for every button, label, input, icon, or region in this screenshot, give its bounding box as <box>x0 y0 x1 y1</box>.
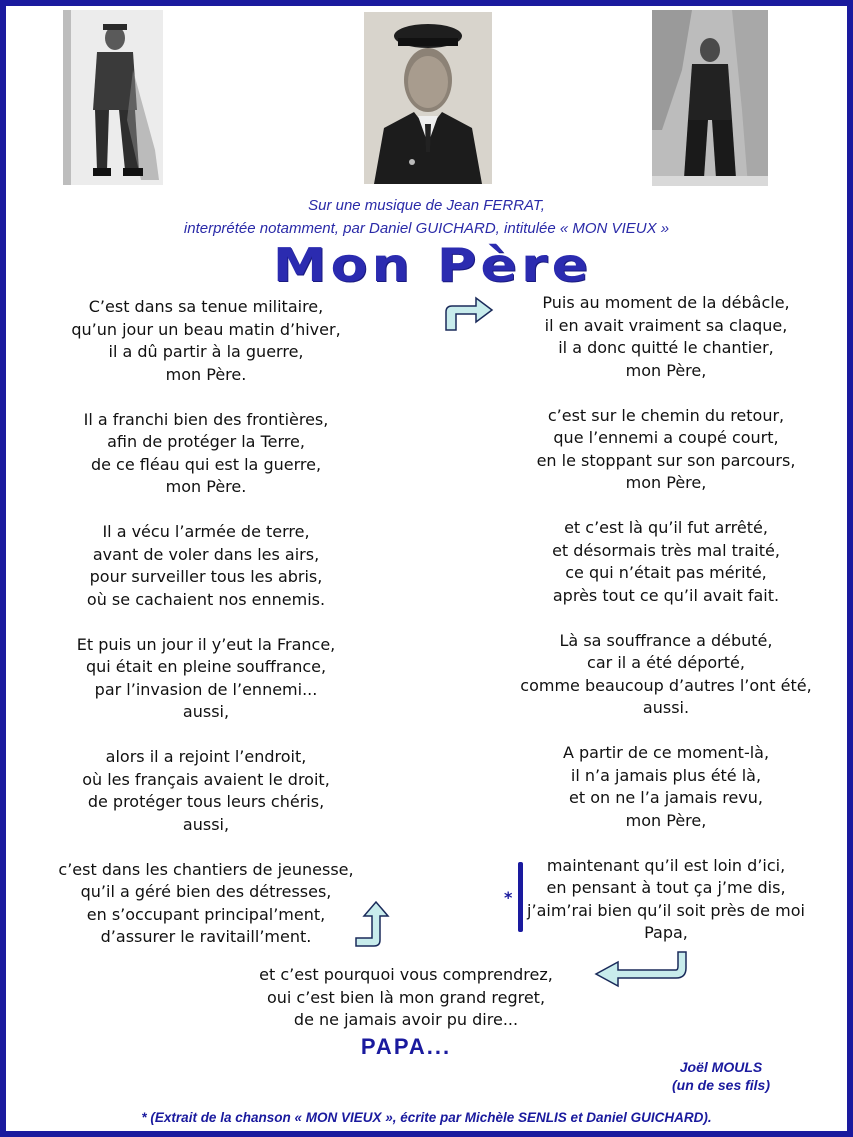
verse-line: aussi, <box>182 814 230 834</box>
arrow-left-icon <box>592 948 692 990</box>
verse-line: Là sa souffrance a débuté, <box>559 630 773 650</box>
verse-line: après tout ce qu’il avait fait. <box>552 585 780 605</box>
stanza-left-1 <box>26 296 386 386</box>
stanza-left-2 <box>26 409 386 499</box>
stanza-left-6 <box>26 859 386 949</box>
left-column <box>26 296 386 971</box>
stanza-right-1 <box>486 292 846 382</box>
verse-line: c’est dans les chantiers de jeunesse, <box>58 859 354 879</box>
verse-line: en s’occupant principal’ment, <box>86 904 326 924</box>
photo-man-rocks <box>652 10 768 186</box>
verse-line: il n’a jamais plus été là, <box>570 765 762 785</box>
page-title: Mon Père <box>272 238 593 293</box>
verse-line: et on ne l’a jamais revu, <box>569 788 763 807</box>
verse-line: qui était en pleine souffrance, <box>85 657 327 676</box>
verse-line: qu’un jour un beau matin d’hiver, <box>71 319 341 339</box>
verse-line: A partir de ce moment-là, <box>562 743 770 762</box>
subtitle-line-1: Sur une musique de Jean FERRAT, <box>308 197 545 214</box>
verse-line: aussi, <box>182 702 230 721</box>
arrow-right-icon <box>442 294 496 334</box>
verse-line: en pensant à tout ça j’me dis, <box>546 878 786 897</box>
verse-line: avant de voler dans les airs, <box>92 544 320 564</box>
author-relation: (un de ses fils) <box>671 1077 771 1093</box>
verse-line: mon Père, <box>625 473 707 492</box>
stanza-left-3 <box>26 521 386 611</box>
verse-line: car il a été déporté, <box>587 653 745 672</box>
stanza-right-3 <box>486 517 846 607</box>
verse-line: de ce fléau qui est la guerre, <box>90 454 322 474</box>
final-stanza <box>226 964 586 1032</box>
asterisk-mark: * <box>504 888 513 907</box>
stanza-right-5 <box>486 742 846 832</box>
verse-line: pour surveiller tous les abris, <box>89 567 323 586</box>
chorus-bracket <box>518 862 523 932</box>
stanza-left-4 <box>26 634 386 724</box>
verse-line: Et puis un jour il y’eut la France, <box>76 634 336 654</box>
stanza-right-6 <box>486 855 846 945</box>
verse-line: aussi. <box>642 698 690 717</box>
verse-line: de ne jamais avoir pu dire... <box>293 1010 519 1029</box>
verse-line: afin de protéger la Terre, <box>107 432 305 451</box>
right-column <box>486 292 846 967</box>
verse-line: mon Père. <box>165 477 247 496</box>
verse-line: et c’est pourquoi vous comprendrez, <box>259 965 553 984</box>
verse-line: il a donc quitté le chantier, <box>558 338 774 357</box>
author-name: Joël MOULS <box>679 1059 763 1075</box>
verse-line: en le stoppant sur son parcours, <box>536 450 796 470</box>
verse-line: Papa, <box>644 923 688 942</box>
verse-line: Puis au moment de la débâcle, <box>542 293 790 312</box>
verse-line: j’aim’rai bien qu’il soit près de moi <box>527 900 805 920</box>
verse-line: Il a franchi bien des frontières, <box>83 409 329 429</box>
verse-line: qu’il a géré bien des détresses, <box>80 882 332 901</box>
verse-line: de protéger tous leurs chéris, <box>87 792 325 811</box>
verse-line: où les français avaient le droit, <box>82 769 330 789</box>
verse-line: mon Père. <box>165 364 247 384</box>
verse-line: comme beaucoup d’autres l’ont été, <box>520 675 812 695</box>
verse-line: oui c’est bien là mon grand regret, <box>266 987 546 1007</box>
verse-line: C’est dans sa tenue militaire, <box>88 297 324 316</box>
verse-line: il a dû partir à la guerre, <box>108 342 304 361</box>
stanza-right-4 <box>486 630 846 720</box>
verse-line: et c’est là qu’il fut arrêté, <box>564 518 768 537</box>
verse-line: ce qui n’était pas mérité, <box>565 563 767 582</box>
photo-pilot-portrait <box>364 12 492 184</box>
verse-line: alors il a rejoint l’endroit, <box>105 747 307 766</box>
stanza-left-5 <box>26 746 386 836</box>
verse-line: maintenant qu’il est loin d’ici, <box>546 855 786 875</box>
verse-line: que l’ennemi a coupé court, <box>553 428 779 447</box>
verse-line: mon Père, <box>625 810 707 830</box>
verse-line: mon Père, <box>625 360 707 380</box>
verse-line: et désormais très mal traité, <box>552 540 780 560</box>
stanza-right-2 <box>486 405 846 495</box>
verse-line: par l’invasion de l’ennemi... <box>94 679 318 699</box>
verse-line: Il a vécu l’armée de terre, <box>102 522 310 541</box>
footnote: * (Extrait de la chanson « MON VIEUX », écrite par Michèle SENLIS et Daniel GUICHARD). <box>141 1110 712 1125</box>
author-signature <box>646 1058 796 1094</box>
arrow-up-icon <box>352 898 392 950</box>
photo-soldier-uniform <box>63 10 163 185</box>
verse-line: d’assurer le ravitaill’ment. <box>100 927 312 946</box>
verse-line: c’est sur le chemin du retour, <box>547 405 785 425</box>
verse-line: il en avait vraiment sa claque, <box>544 315 788 335</box>
papa-exclamation: PAPA... <box>360 1034 452 1059</box>
subtitle-line-2: interprétée notamment, par Daniel GUICHARD, intitulée « MON VIEUX » <box>183 220 670 237</box>
verse-line: où se cachaient nos ennemis. <box>86 589 326 609</box>
